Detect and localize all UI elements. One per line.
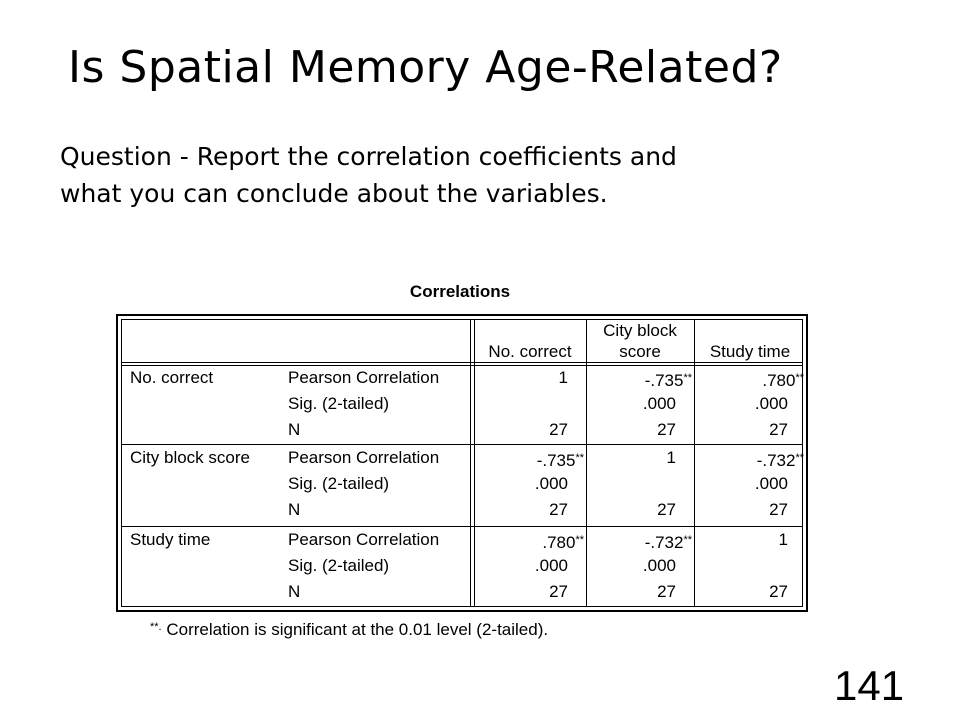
row-stat-label: Pearson Correlation bbox=[288, 368, 440, 387]
row-variable-label: City block score bbox=[130, 448, 250, 467]
table-cell-value bbox=[694, 500, 788, 520]
table-cell-value bbox=[474, 530, 584, 553]
cell-number: 27 bbox=[769, 500, 788, 519]
significance-flag: ** bbox=[795, 372, 804, 384]
table-cell-value bbox=[586, 530, 692, 553]
column-header-line1: City block bbox=[603, 321, 677, 340]
footnote-text: Correlation is significant at the 0.01 level (2-tailed). bbox=[161, 620, 549, 639]
table-cell-value bbox=[586, 394, 676, 414]
table-cell-value bbox=[474, 500, 568, 520]
cell-number: 1 bbox=[666, 448, 676, 467]
column-header bbox=[694, 320, 806, 362]
row-stat-label: N bbox=[288, 500, 301, 519]
slide-title: Is Spatial Memory Age-Related? bbox=[68, 42, 783, 93]
table-header-divider bbox=[121, 365, 803, 366]
table-cell-value bbox=[586, 556, 676, 576]
table-cell-value bbox=[586, 582, 676, 602]
row-stat-label: Sig. (2-tailed) bbox=[288, 474, 390, 493]
cell-number: .000 bbox=[534, 474, 568, 493]
cell-number: 1 bbox=[558, 368, 568, 387]
cell-number: .000 bbox=[642, 556, 676, 575]
row-stat-label: Pearson Correlation bbox=[288, 530, 440, 549]
correlations-table bbox=[116, 314, 808, 612]
row-variable-label: Study time bbox=[130, 530, 211, 549]
cell-number: 27 bbox=[549, 582, 568, 601]
table-cell-value bbox=[586, 368, 692, 391]
table-cell-value bbox=[694, 420, 788, 440]
column-header bbox=[586, 320, 694, 362]
cell-number: 27 bbox=[769, 420, 788, 439]
slide-number: 141 bbox=[834, 662, 905, 709]
row-stat-label: Sig. (2-tailed) bbox=[288, 556, 390, 575]
column-header-line1 bbox=[694, 320, 806, 341]
table-row-divider bbox=[121, 526, 803, 527]
row-stat-label: Sig. (2-tailed) bbox=[288, 394, 390, 413]
question-text bbox=[60, 138, 900, 212]
cell-number: 27 bbox=[657, 500, 676, 519]
cell-number: 27 bbox=[657, 420, 676, 439]
significance-flag: ** bbox=[575, 534, 584, 546]
cell-number: .000 bbox=[642, 394, 676, 413]
table-cell-value bbox=[474, 368, 568, 388]
table-cell-value bbox=[694, 530, 788, 550]
cell-number: 1 bbox=[778, 530, 788, 549]
table-cell-value bbox=[474, 448, 584, 471]
significance-flag: ** bbox=[575, 452, 584, 464]
column-header-line2: Study time bbox=[709, 342, 791, 361]
cell-number: .780 bbox=[542, 533, 576, 552]
cell-number: -.735 bbox=[536, 451, 576, 470]
significance-flag: ** bbox=[683, 534, 692, 546]
column-header-line2: score bbox=[619, 342, 661, 361]
cell-number: -.735 bbox=[644, 371, 684, 390]
table-cell-value bbox=[694, 474, 788, 494]
column-header-line2: No. correct bbox=[488, 342, 572, 361]
table-header-divider bbox=[121, 362, 803, 363]
cell-number: 27 bbox=[549, 500, 568, 519]
significance-flag: ** bbox=[683, 372, 692, 384]
question-line-1: Question - Report the correlation coefficients and bbox=[60, 142, 677, 171]
column-header bbox=[474, 320, 586, 362]
cell-number: -.732 bbox=[756, 451, 796, 470]
footnote-mark: **. bbox=[150, 621, 162, 633]
table-cell-value bbox=[586, 448, 676, 468]
column-header-line1 bbox=[474, 320, 586, 341]
table-cell-value bbox=[474, 420, 568, 440]
table-cell-value bbox=[694, 448, 804, 471]
cell-number: -.732 bbox=[644, 533, 684, 552]
table-cell-value bbox=[474, 556, 568, 576]
table-caption: Correlations bbox=[409, 282, 511, 301]
cell-number: .780 bbox=[762, 371, 796, 390]
table-cell-value bbox=[694, 394, 788, 414]
row-variable-label: No. correct bbox=[130, 368, 214, 387]
row-stat-label: N bbox=[288, 420, 301, 439]
table-cell-value bbox=[474, 582, 568, 602]
question-line-2: what you can conclude about the variables. bbox=[60, 179, 608, 208]
table-cell-value bbox=[694, 368, 804, 391]
cell-number: 27 bbox=[549, 420, 568, 439]
cell-number: .000 bbox=[754, 394, 788, 413]
cell-number: .000 bbox=[534, 556, 568, 575]
cell-number: .000 bbox=[754, 474, 788, 493]
row-stat-label: N bbox=[288, 582, 301, 601]
table-cell-value bbox=[694, 582, 788, 602]
table-cell-value bbox=[474, 474, 568, 494]
table-cell-value bbox=[586, 500, 676, 520]
table-footnote bbox=[150, 620, 548, 640]
table-cell-value bbox=[586, 420, 676, 440]
table-row-divider bbox=[121, 444, 803, 445]
cell-number: 27 bbox=[769, 582, 788, 601]
cell-number: 27 bbox=[657, 582, 676, 601]
row-stat-label: Pearson Correlation bbox=[288, 448, 440, 467]
significance-flag: ** bbox=[795, 452, 804, 464]
